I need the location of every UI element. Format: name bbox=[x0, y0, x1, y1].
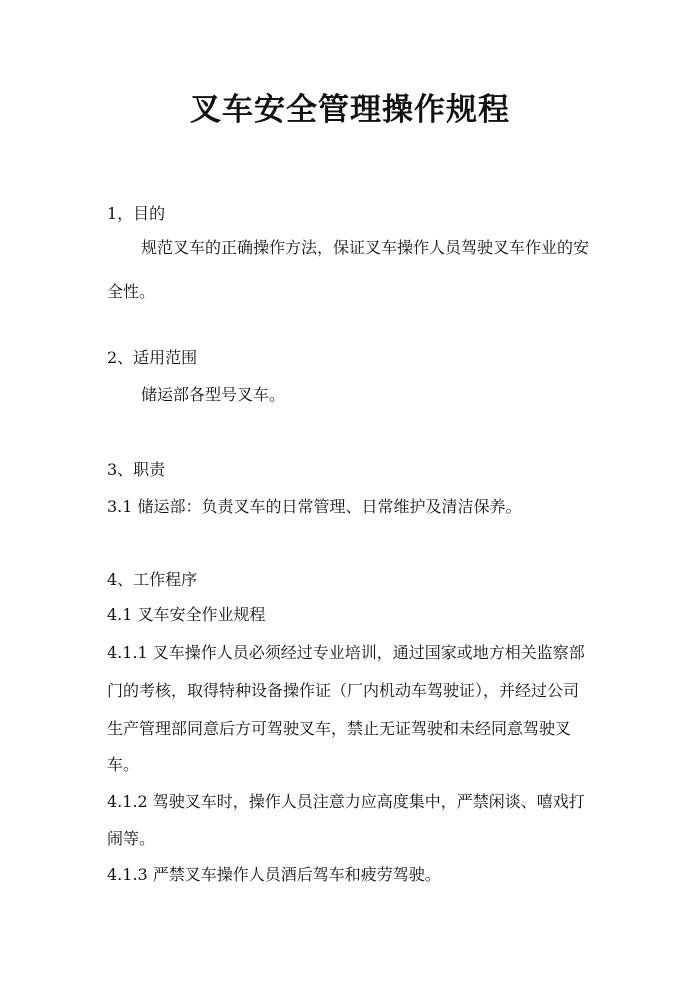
section-4-1-1-line-4: 车。 bbox=[107, 755, 140, 774]
section-3-1-text: 3.1 储运部：负责叉车的日常管理、日常维护及清洁保养。 bbox=[107, 497, 522, 516]
section-4-1-2-line-2: 闹等。 bbox=[107, 829, 156, 848]
section-3-heading: 3、职责 bbox=[107, 460, 166, 479]
section-4-1-2-line-1: 4.1.2 驾驶叉车时，操作人员注意力应高度集中，严禁闲谈、嘻戏打 bbox=[107, 792, 585, 811]
section-4-heading: 4、工作程序 bbox=[107, 570, 198, 589]
section-4-1-heading: 4.1 叉车安全作业规程 bbox=[107, 605, 266, 624]
section-4-1-3-text: 4.1.3 严禁叉车操作人员酒后驾车和疲劳驾驶。 bbox=[107, 865, 441, 884]
section-1-heading: 1，目的 bbox=[107, 204, 166, 223]
section-4-1-1-line-3: 生产管理部同意后方可驾驶叉车，禁止无证驾驶和未经同意驾驶叉 bbox=[107, 719, 572, 738]
document-title: 叉车安全管理操作规程 bbox=[190, 92, 510, 128]
section-1-body-line-1: 规范叉车的正确操作方法，保证叉车操作人员驾驶叉车作业的安 bbox=[141, 238, 590, 257]
section-2-body: 储运部各型号叉车。 bbox=[141, 385, 286, 404]
section-2-heading: 2、适用范围 bbox=[107, 348, 198, 367]
section-4-1-1-line-2: 门的考核，取得特种设备操作证（厂内机动车驾驶证），并经过公司 bbox=[107, 681, 580, 700]
section-1-body-line-2: 全性。 bbox=[107, 282, 156, 301]
section-4-1-1-line-1: 4.1.1 叉车操作人员必须经过专业培训，通过国家或地方相关监察部 bbox=[107, 643, 585, 662]
